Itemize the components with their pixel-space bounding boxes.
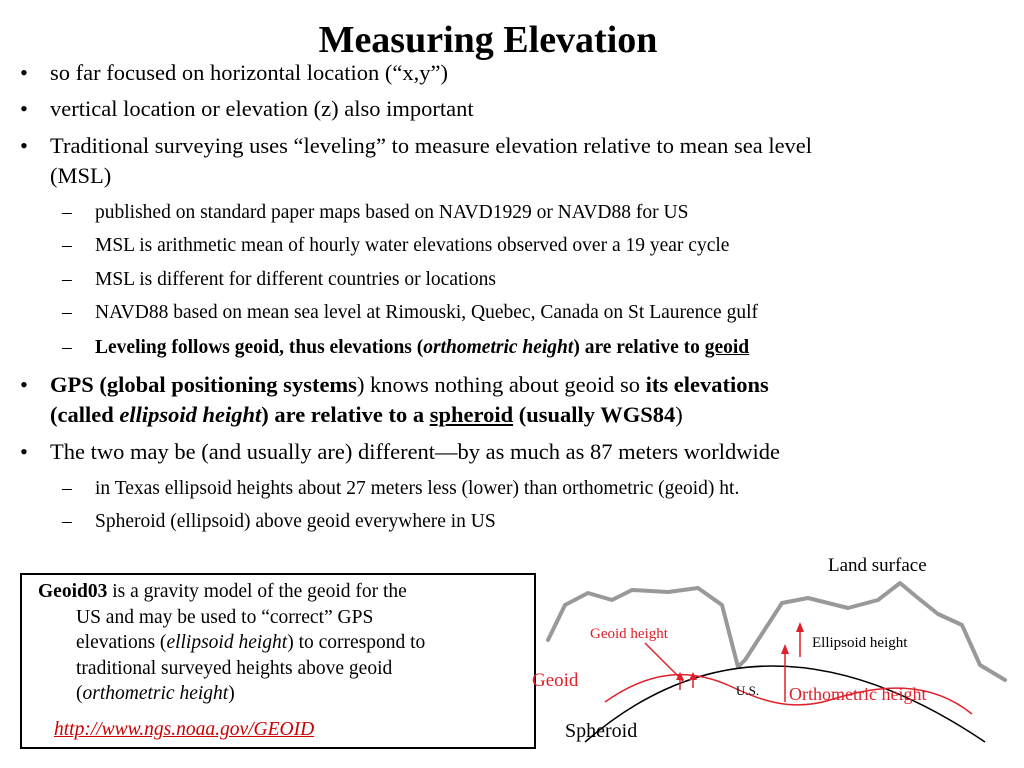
us-label: U.S. [736, 683, 760, 698]
subbullet-text: Spheroid (ellipsoid) above geoid everywhere in US [95, 511, 496, 532]
spheroid-label: Spheroid [565, 720, 638, 742]
dash-marker: – [62, 302, 72, 323]
subbullet-text: MSL is different for different countries or locations [95, 269, 496, 290]
dash-marker: – [62, 202, 72, 223]
dash-marker: – [62, 337, 72, 358]
bullet-marker: • [20, 60, 28, 85]
subbullet-text: MSL is arithmetic mean of hourly water elevations observed over a 19 year cycle [95, 235, 730, 256]
bullet-marker: • [20, 133, 28, 158]
slide-title: Measuring Elevation [318, 19, 658, 61]
bullet-text-line2: (MSL) [50, 163, 112, 188]
orthometric-height-label: Orthometric height [789, 684, 927, 704]
ellipsoid-height-label: Ellipsoid height [812, 635, 908, 651]
bullet-marker: • [20, 439, 28, 464]
dash-marker: – [62, 235, 72, 256]
land-surface-label: Land surface [828, 555, 927, 576]
arrowhead [796, 622, 804, 632]
dash-marker: – [62, 511, 72, 532]
geoid03-description: Geoid03 is a gravity model of the geoid for the US and may be used to “correct” GPS elevations (ellipsoid height) to correspond to traditional surveyed heights above geoid (orthometric height) [38, 581, 426, 704]
bullet-text-line1: Traditional surveying uses “leveling” to measure elevation relative to mean sea level [50, 133, 813, 158]
bullet-text: The two may be (and usually are) different—by as much as 87 meters worldwide [50, 439, 780, 464]
bullet-text: vertical location or elevation (z) also important [50, 96, 474, 121]
dash-marker: – [62, 269, 72, 290]
subbullet-text: in Texas ellipsoid heights about 27 meters less (lower) than orthometric (geoid) ht. [95, 478, 740, 499]
geoid-label: Geoid [532, 670, 579, 691]
bullet-text: so far focused on horizontal location (“x,y”) [50, 60, 448, 85]
orthometric-height-term: orthometric height [423, 337, 574, 358]
subbullet-text: published on standard paper maps based on NAVD1929 or NAVD88 for US [95, 202, 689, 223]
bullet-marker: • [20, 96, 28, 121]
geoid03-term: Geoid03 [38, 581, 108, 602]
geoid-link[interactable]: http://www.ngs.noaa.gov/GEOID [54, 719, 315, 740]
subbullet-text: NAVD88 based on mean sea level at Rimouski, Quebec, Canada on St Laurence gulf [95, 302, 758, 323]
geoid-term: geoid [704, 337, 750, 358]
ellipsoid-height-term: ellipsoid height [119, 402, 262, 427]
geoid-height-label: Geoid height [590, 626, 668, 642]
arrowhead [781, 644, 789, 654]
bullet-marker: • [20, 372, 28, 397]
spheroid-term: spheroid [429, 402, 514, 427]
dash-marker: – [62, 478, 72, 499]
